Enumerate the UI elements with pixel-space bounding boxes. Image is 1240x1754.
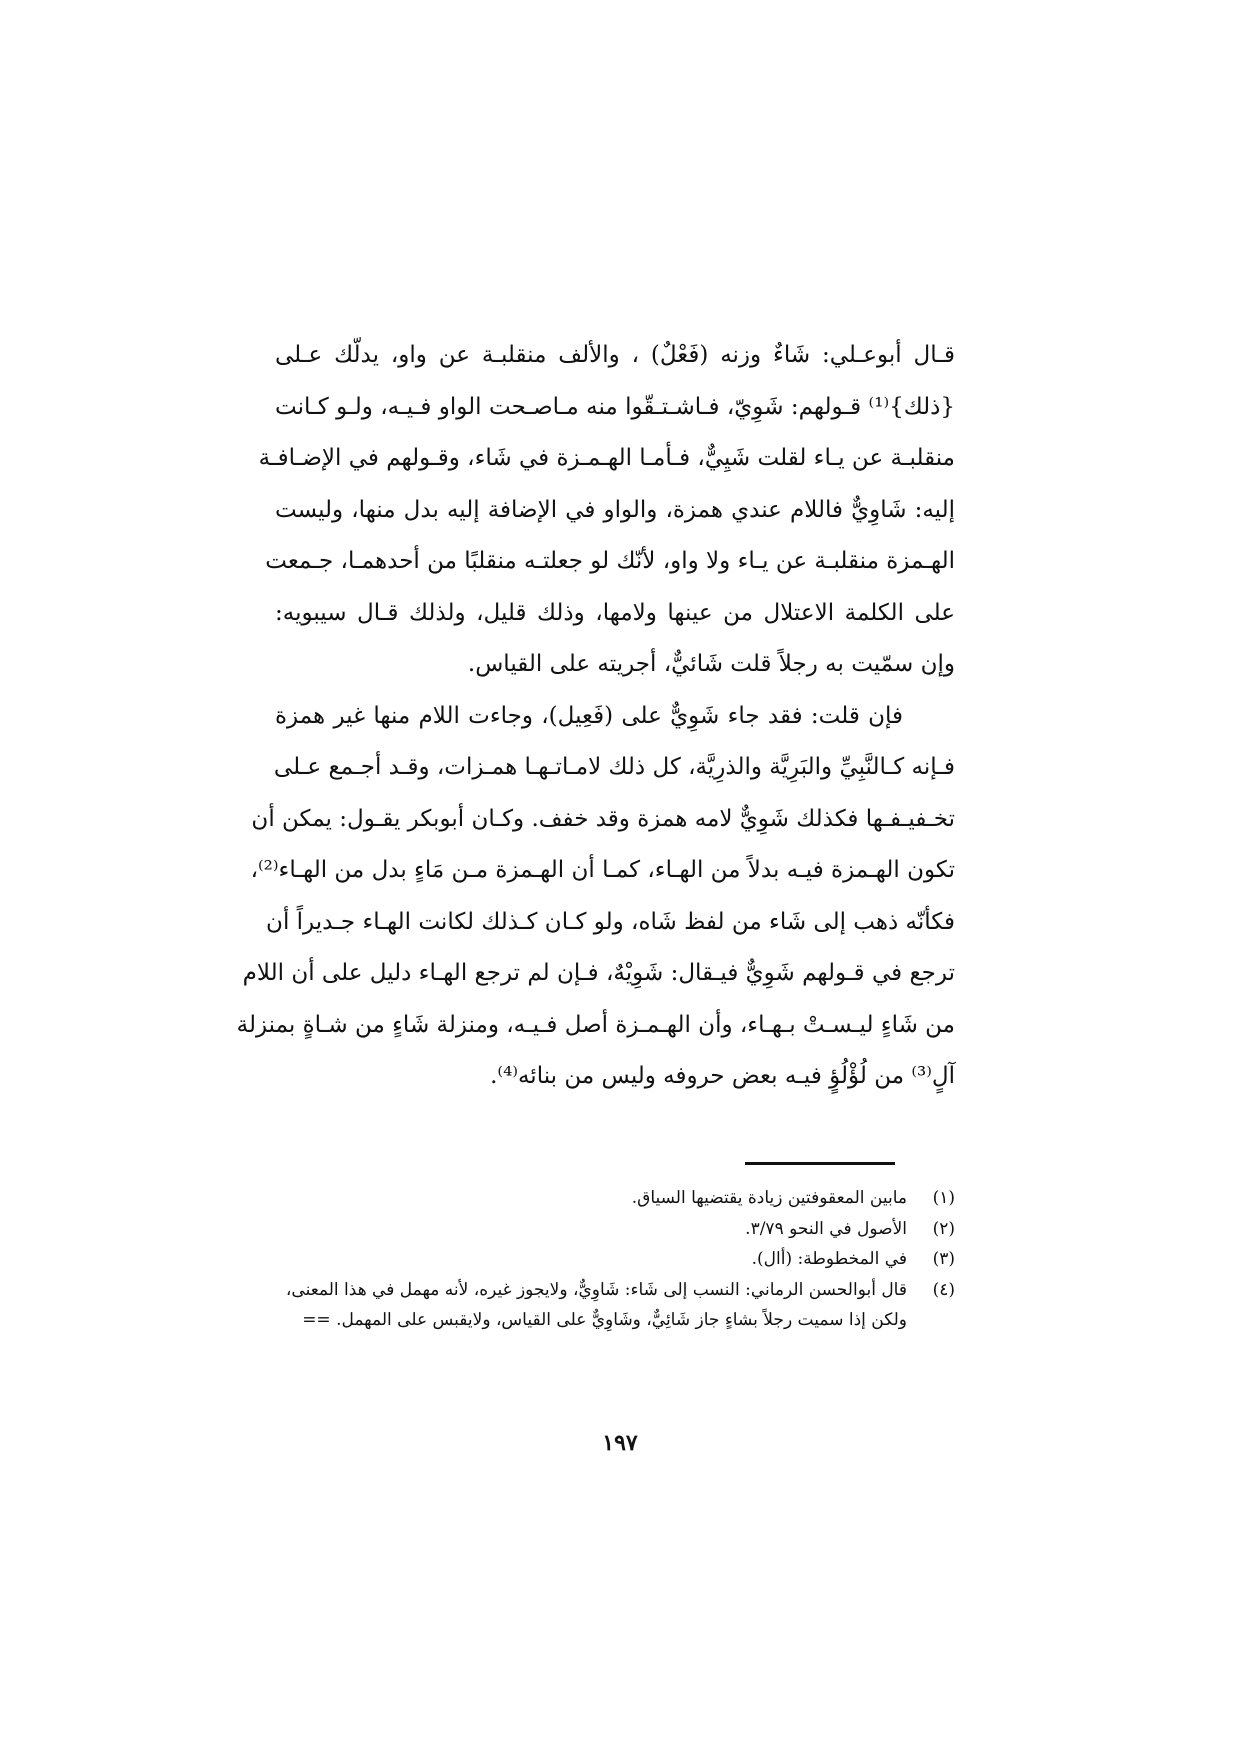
text-line: تكون الهـمزة فيـه بدلاً من الهـاء، كمـا أن الهـمزة مـن مَاءٍ بدل من الهـاء⁽²⁾، <box>250 857 955 883</box>
footnote-number: (٢) <box>932 1218 955 1239</box>
text-line: آلٍ⁽³⁾ من لُؤْلُؤٍ فيـه بعض حروفه وليس من بنائه⁽⁴⁾. <box>490 1063 955 1089</box>
footnote-text: الأصول في النحو ٣/٧٩. <box>745 1218 907 1239</box>
text-line: الهـمزة منقلبـة عن يـاء ولا واو، لأنّك لو جعلتـه منقلبًا من أحدهمـا، جـمعت <box>265 548 955 574</box>
text-line: تخـفيـفـها فكذلك شَوِيٌّ لامه همزة وقد خفف. وكـان أبوبكر يقـول: يمكن أن <box>251 805 955 832</box>
footnote-item <box>275 1183 955 1214</box>
text-line: على الكلمة الاعتلال من عينها ولامها، وذلك قليل، ولذلك قـال سيبويه: <box>275 599 955 626</box>
text-line: ترجع في قـولهم شَوِيٌّ فيـقال: شَوِيْهٌ، فـإن لم ترجع الهـاء دليل على أن اللام <box>242 960 955 986</box>
main-text-block <box>236 330 955 1103</box>
footnote-text: مابين المعقوفتين زيادة يقتضيها السياق. <box>631 1188 907 1208</box>
footnote-text: في المخطوطة: (أال). <box>751 1249 907 1269</box>
text-line: من شَاءٍ ليـسـتْ بـهـاء، وأن الهـمـزة أصل فـيـه، ومنزلة شَاءٍ من شـاةٍ بمنزلة <box>236 1011 955 1038</box>
footnote-item <box>275 1275 955 1306</box>
footnote-text: قال أبوالحسن الرماني: النسب إلى شَاء: شَاوِيٌّ، ولايجوز غيره، لأنه مهمل في هذا المعنى، <box>285 1279 907 1300</box>
text-line: إليه: شَاوِيٌّ فاللام عندي همزة، والواو في الإضافة إليه بدل منها، وليست <box>275 496 955 523</box>
footnote-number: (١) <box>932 1188 955 1208</box>
footnote-item <box>275 1214 955 1245</box>
text-line: فـإنه كـالنَّبِيِّ والبَرِيَّة والذرِيَّة، كل ذلك لامـاتـهـا همـزات، وقـد أجـمع عـلى <box>273 754 955 780</box>
text-line: وإن سمّيت به رجلاً قلت شَائيٌّ، أجريته على القياس. <box>467 651 955 677</box>
text-line: {ذلك}⁽¹⁾ قـولهم: شَوِيّ، فـاشـتـقّوا منه مـاصـحت الواو فـيـه، ولـو كـانت <box>275 393 955 420</box>
footnote-continuation: ولكن إذا سميت رجلاً بشاءٍ جاز شَائِيٌّ، وشَاوِيٌّ على القياس، ولايقبس على المهمل. == <box>302 1310 907 1330</box>
text-line: قـال أبوعـلي: شَاءٌ وزنه (فَعْلٌ) ، والألف منقلبـة عن واو، يدلّك عـلى <box>275 342 955 368</box>
page-number: ١٩٧ <box>602 1430 638 1456</box>
footnotes-block <box>275 1183 955 1336</box>
footnote-item <box>275 1244 955 1275</box>
footnote-separator <box>745 1162 895 1165</box>
text-line: فإن قلت: فقد جاء شَوِيٌّ على (فَعِيل)، وجاءت اللام منها غير همزة <box>275 702 903 729</box>
footnote-number: (٣) <box>932 1249 955 1269</box>
text-line: منقلبـة عن يـاء لقلت شَيِيٌّ، فـأمـا الهـمـزة في شَاء، وقـولهم في الإضـافـة <box>258 445 955 471</box>
footnote-number: (٤) <box>932 1279 955 1300</box>
text-line: فكأنّه ذهب إلى شَاء من لفظ شَاه، ولو كـان كـذلك لكانت الهـاء جـديراً أن <box>266 908 955 935</box>
